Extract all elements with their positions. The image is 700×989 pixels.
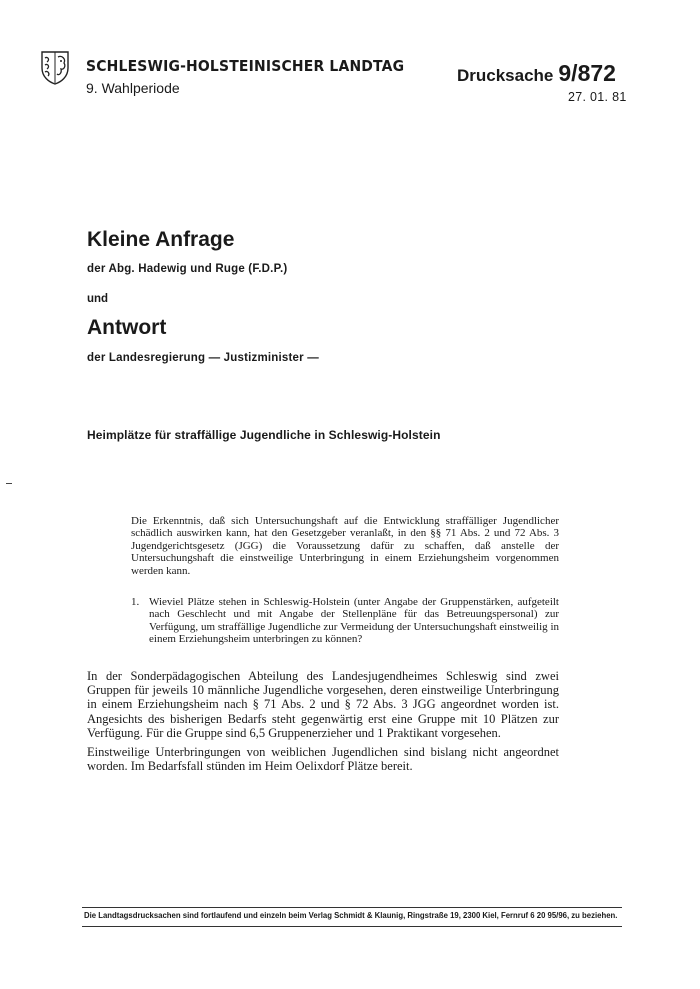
- coat-of-arms-icon: [40, 50, 70, 85]
- answer-body: [87, 669, 559, 778]
- document-topic: Heimplätze für straffällige Jugendliche in Schleswig-Holstein: [87, 428, 441, 442]
- footer-note: Die Landtagsdrucksachen sind fortlaufend und einzeln beim Verlag Schmidt & Klaunig, Ringstraße 19, 2300 Kiel, Fernruf 6 20 95/96, zu beziehen.: [84, 911, 618, 920]
- margin-mark: [6, 483, 12, 484]
- organization-name: SCHLESWIG-HOLSTEINISCHER LANDTAG: [86, 57, 405, 75]
- answer-authority: der Landesregierung — Justizminister —: [87, 352, 319, 364]
- document-number: 9/872: [558, 60, 616, 86]
- election-period: 9. Wahlperiode: [86, 80, 180, 96]
- heading-antwort: Antwort: [87, 316, 167, 339]
- document-date: 27. 01. 81: [568, 90, 627, 104]
- footer-divider: [82, 907, 622, 908]
- footer-divider: [82, 926, 622, 927]
- question-text: Wieviel Plätze stehen in Schleswig-Holstein (unter Angabe der Gruppenstärken, aufgeteilt nach Geschlecht und mit Angabe der Stellenpläne für das Betreuungspersonal) zur Verfügung, um straffällige Jugendliche zur Vermeidung der Untersuchungshaft einstweilig in einem Erziehungsheim unterbringen zu können?: [149, 596, 559, 646]
- question-item: [131, 596, 559, 646]
- document-label: Drucksache: [457, 66, 554, 85]
- question-number: 1.: [131, 596, 140, 608]
- inquiry-authors: der Abg. Hadewig und Ruge (F.D.P.): [87, 263, 288, 275]
- heading-kleine-anfrage: Kleine Anfrage: [87, 228, 235, 251]
- answer-paragraph: Einstweilige Unterbringungen von weiblichen Jugendlichen sind bislang nicht angeordnet worden. Im Bedarfsfall stünden im Heim Oelixdorf Plätze bereit.: [87, 745, 559, 774]
- conjunction-text: und: [87, 293, 109, 305]
- answer-paragraph: In der Sonderpädagogischen Abteilung des Landesjugendheimes Schleswig sind zwei Gruppen für jeweils 10 männliche Jugendliche vorgesehen, deren einstweilige Unterbringung in einem Erziehungsheim nach § 71 Abs. 2 und § 72 Abs. 3 JGG angeordnet worden ist. Angesichts des bisherigen Bedarfs steht gegenwärtig erst eine Gruppe mit 10 Plätzen zur Verfügung. Für die Gruppe sind 6,5 Gruppenerzieher und 1 Praktikant vorgesehen.: [87, 669, 559, 740]
- document-number-block: [457, 60, 616, 87]
- question-intro: Die Erkenntnis, daß sich Untersuchungshaft auf die Entwicklung straffälliger Jugendlicher schädlich auswirken kann, hat den Gesetzgeber veranlaßt, in den §§ 71 Abs. 2 und 72 Abs. 3 Jugendgerichtsgesetz (JGG) die Voraussetzung dafür zu schaffen, daß anstelle der Untersuchungshaft die einstweilige Unterbringung in einem Erziehungsheim vorgenommen werden kann.: [131, 515, 559, 577]
